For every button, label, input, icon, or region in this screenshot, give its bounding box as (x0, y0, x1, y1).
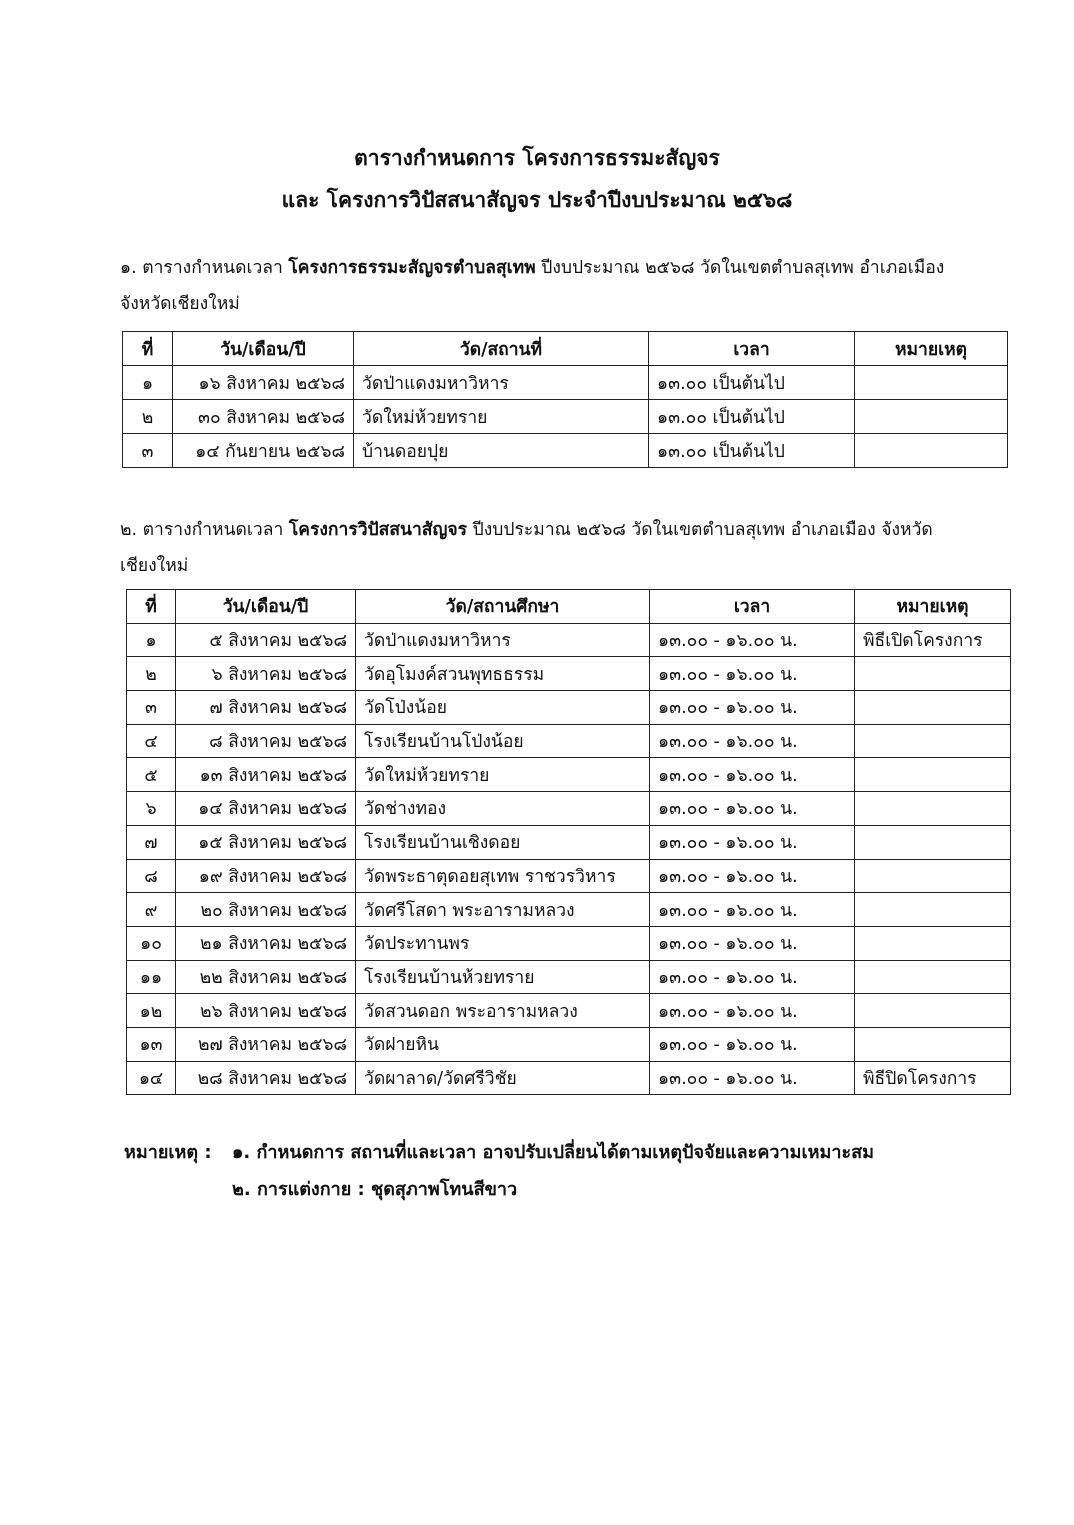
col-header-date: วัน/เดือน/ปี (176, 590, 356, 624)
cell-place: วัดโป่งน้อย (356, 691, 650, 725)
title-line-2: และ โครงการวิปัสสนาสัญจร ประจำปีงบประมาณ ๒๕๖๘ (281, 188, 793, 212)
table-row (127, 825, 1011, 859)
cell-date: ๒๒ สิงหาคม ๒๕๖๘ (176, 960, 356, 994)
note-item: ๑. กำหนดการ สถานที่และเวลา อาจปรับเปลี่ยนได้ตามเหตุปัจจัยและความเหมาะสม (232, 1142, 875, 1163)
cell-time: ๑๓.๐๐ - ๑๖.๐๐ น. (650, 960, 855, 994)
section2-project: โครงการวิปัสสนาสัญจร (288, 520, 468, 540)
table-row (127, 994, 1011, 1028)
cell-date: ๑๔ กันยายน ๒๕๖๘ (173, 434, 354, 468)
cell-place: วัดใหม่ห้วยทราย (356, 758, 650, 792)
col-header-time: เวลา (650, 590, 855, 624)
cell-no: ๒ (123, 400, 173, 434)
table-row (123, 400, 1008, 434)
cell-date: ๓๐ สิงหาคม ๒๕๖๘ (173, 400, 354, 434)
table-header-row (123, 332, 1008, 366)
cell-no: ๑๓ (127, 1027, 176, 1061)
cell-note (855, 691, 1011, 725)
table-row (127, 724, 1011, 758)
table-row (123, 366, 1008, 400)
cell-date: ๒๘ สิงหาคม ๒๕๖๘ (176, 1061, 356, 1095)
cell-note (855, 792, 1011, 826)
cell-place: โรงเรียนบ้านโป่งน้อย (356, 724, 650, 758)
cell-time: ๑๓.๐๐ - ๑๖.๐๐ น. (650, 859, 855, 893)
notes (124, 1134, 874, 1208)
cell-place: วัดผาลาด/วัดศรีวิชัย (356, 1061, 650, 1095)
cell-note (855, 758, 1011, 792)
col-header-note: หมายเหตุ (855, 590, 1011, 624)
cell-no: ๑๒ (127, 994, 176, 1028)
cell-time: ๑๓.๐๐ - ๑๖.๐๐ น. (650, 1061, 855, 1095)
table-row (127, 1027, 1011, 1061)
table-row (127, 893, 1011, 927)
cell-time: ๑๓.๐๐ - ๑๖.๐๐ น. (650, 994, 855, 1028)
cell-no: ๘ (127, 859, 176, 893)
cell-date: ๗ สิงหาคม ๒๕๖๘ (176, 691, 356, 725)
table-row (127, 792, 1011, 826)
note-line-1 (124, 1134, 874, 1171)
cell-note (855, 926, 1011, 960)
section2-description (120, 512, 1000, 584)
col-header-no: ที่ (123, 332, 173, 366)
cell-place: โรงเรียนบ้านห้วยทราย (356, 960, 650, 994)
cell-place: วัดสวนดอก พระอารามหลวง (356, 994, 650, 1028)
cell-note (855, 825, 1011, 859)
cell-date: ๖ สิงหาคม ๒๕๖๘ (176, 657, 356, 691)
col-header-no: ที่ (127, 590, 176, 624)
cell-note (855, 400, 1008, 434)
cell-note: พิธีเปิดโครงการ (855, 623, 1011, 657)
cell-no: ๗ (127, 825, 176, 859)
table-row (127, 758, 1011, 792)
cell-no: ๕ (127, 758, 176, 792)
cell-no: ๓ (127, 691, 176, 725)
cell-note (855, 859, 1011, 893)
notes-label: หมายเหตุ : (124, 1142, 212, 1163)
col-header-place: วัด/สถานที่ (354, 332, 649, 366)
cell-note (855, 366, 1008, 400)
cell-no: ๑๔ (127, 1061, 176, 1095)
cell-note (855, 724, 1011, 758)
cell-date: ๑๕ สิงหาคม ๒๕๖๘ (176, 825, 356, 859)
cell-note (855, 657, 1011, 691)
table-row (127, 623, 1011, 657)
col-header-time: เวลา (649, 332, 855, 366)
cell-place: วัดพระธาตุดอยสุเทพ ราชวรวิหาร (356, 859, 650, 893)
cell-note (855, 893, 1011, 927)
cell-note (855, 1027, 1011, 1061)
cell-date: ๕ สิงหาคม ๒๕๖๘ (176, 623, 356, 657)
cell-no: ๒ (127, 657, 176, 691)
table-row (127, 657, 1011, 691)
cell-no: ๑๐ (127, 926, 176, 960)
note-item: ๒. การแต่งกาย : ชุดสุภาพโทนสีขาว (232, 1179, 518, 1200)
cell-time: ๑๓.๐๐ - ๑๖.๐๐ น. (650, 792, 855, 826)
cell-time: ๑๓.๐๐ - ๑๖.๐๐ น. (650, 1027, 855, 1061)
cell-place: วัดศรีโสดา พระอารามหลวง (356, 893, 650, 927)
cell-note (855, 994, 1011, 1028)
cell-date: ๑๙ สิงหาคม ๒๕๖๘ (176, 859, 356, 893)
cell-place: บ้านดอยปุย (354, 434, 649, 468)
table-row (127, 859, 1011, 893)
cell-note (855, 434, 1008, 468)
section1-description (120, 250, 1000, 322)
cell-place: วัดป่าแดงมหาวิหาร (356, 623, 650, 657)
col-header-date: วัน/เดือน/ปี (173, 332, 354, 366)
cell-no: ๓ (123, 434, 173, 468)
table-row (123, 434, 1008, 468)
cell-time: ๑๓.๐๐ - ๑๖.๐๐ น. (650, 623, 855, 657)
cell-time: ๑๓.๐๐ - ๑๖.๐๐ น. (650, 657, 855, 691)
title-line-1: ตารางกำหนดการ โครงการธรรมะสัญจร (354, 146, 720, 170)
cell-time: ๑๓.๐๐ - ๑๖.๐๐ น. (650, 724, 855, 758)
cell-date: ๒๑ สิงหาคม ๒๕๖๘ (176, 926, 356, 960)
cell-date: ๑๖ สิงหาคม ๒๕๖๘ (173, 366, 354, 400)
note-line-2 (124, 1171, 874, 1208)
cell-place: วัดอุโมงค์สวนพุทธธรรม (356, 657, 650, 691)
cell-place: วัดใหม่ห้วยทราย (354, 400, 649, 434)
col-header-place: วัด/สถานศึกษา (356, 590, 650, 624)
table-header-row (127, 590, 1011, 624)
section2-prefix: ๒. ตารางกำหนดเวลา (120, 520, 289, 540)
cell-place: วัดช่างทอง (356, 792, 650, 826)
section1-suffix: ปีงบประมาณ ๒๕๖๘ วัดในเขตตำบลสุเทพ อำเภอเมือง จังหวัดเชียงใหม่ (120, 258, 945, 314)
table-row (127, 691, 1011, 725)
cell-no: ๑ (123, 366, 173, 400)
cell-date: ๑๔ สิงหาคม ๒๕๖๘ (176, 792, 356, 826)
cell-note: พิธีปิดโครงการ (855, 1061, 1011, 1095)
schedule-table-2 (126, 589, 1011, 1095)
schedule-table-1 (122, 331, 1008, 468)
cell-no: ๑๑ (127, 960, 176, 994)
cell-time: ๑๓.๐๐ เป็นต้นไป (649, 434, 855, 468)
cell-no: ๑ (127, 623, 176, 657)
table-row (127, 926, 1011, 960)
cell-time: ๑๓.๐๐ - ๑๖.๐๐ น. (650, 926, 855, 960)
cell-place: วัดประทานพร (356, 926, 650, 960)
cell-date: ๘ สิงหาคม ๒๕๖๘ (176, 724, 356, 758)
cell-time: ๑๓.๐๐ - ๑๖.๐๐ น. (650, 825, 855, 859)
table-row (127, 960, 1011, 994)
cell-time: ๑๓.๐๐ - ๑๖.๐๐ น. (650, 758, 855, 792)
col-header-note: หมายเหตุ (855, 332, 1008, 366)
cell-place: โรงเรียนบ้านเชิงดอย (356, 825, 650, 859)
cell-date: ๒๐ สิงหาคม ๒๕๖๘ (176, 893, 356, 927)
cell-date: ๑๓ สิงหาคม ๒๕๖๘ (176, 758, 356, 792)
cell-note (855, 960, 1011, 994)
table-row (127, 1061, 1011, 1095)
cell-date: ๒๗ สิงหาคม ๒๕๖๘ (176, 1027, 356, 1061)
cell-place: วัดป่าแดงมหาวิหาร (354, 366, 649, 400)
section1-prefix: ๑. ตารางกำหนดเวลา (120, 258, 289, 278)
section2-suffix: ปีงบประมาณ ๒๕๖๘ วัดในเขตตำบลสุเทพ อำเภอเมือง จังหวัดเชียงใหม่ (120, 520, 933, 576)
cell-time: ๑๓.๐๐ เป็นต้นไป (649, 366, 855, 400)
cell-place: วัดฝายหิน (356, 1027, 650, 1061)
cell-date: ๒๖ สิงหาคม ๒๕๖๘ (176, 994, 356, 1028)
cell-time: ๑๓.๐๐ เป็นต้นไป (649, 400, 855, 434)
cell-no: ๙ (127, 893, 176, 927)
section1-project: โครงการธรรมะสัญจรตำบลสุเทพ (288, 258, 536, 278)
cell-time: ๑๓.๐๐ - ๑๖.๐๐ น. (650, 893, 855, 927)
cell-time: ๑๓.๐๐ - ๑๖.๐๐ น. (650, 691, 855, 725)
cell-no: ๔ (127, 724, 176, 758)
cell-no: ๖ (127, 792, 176, 826)
